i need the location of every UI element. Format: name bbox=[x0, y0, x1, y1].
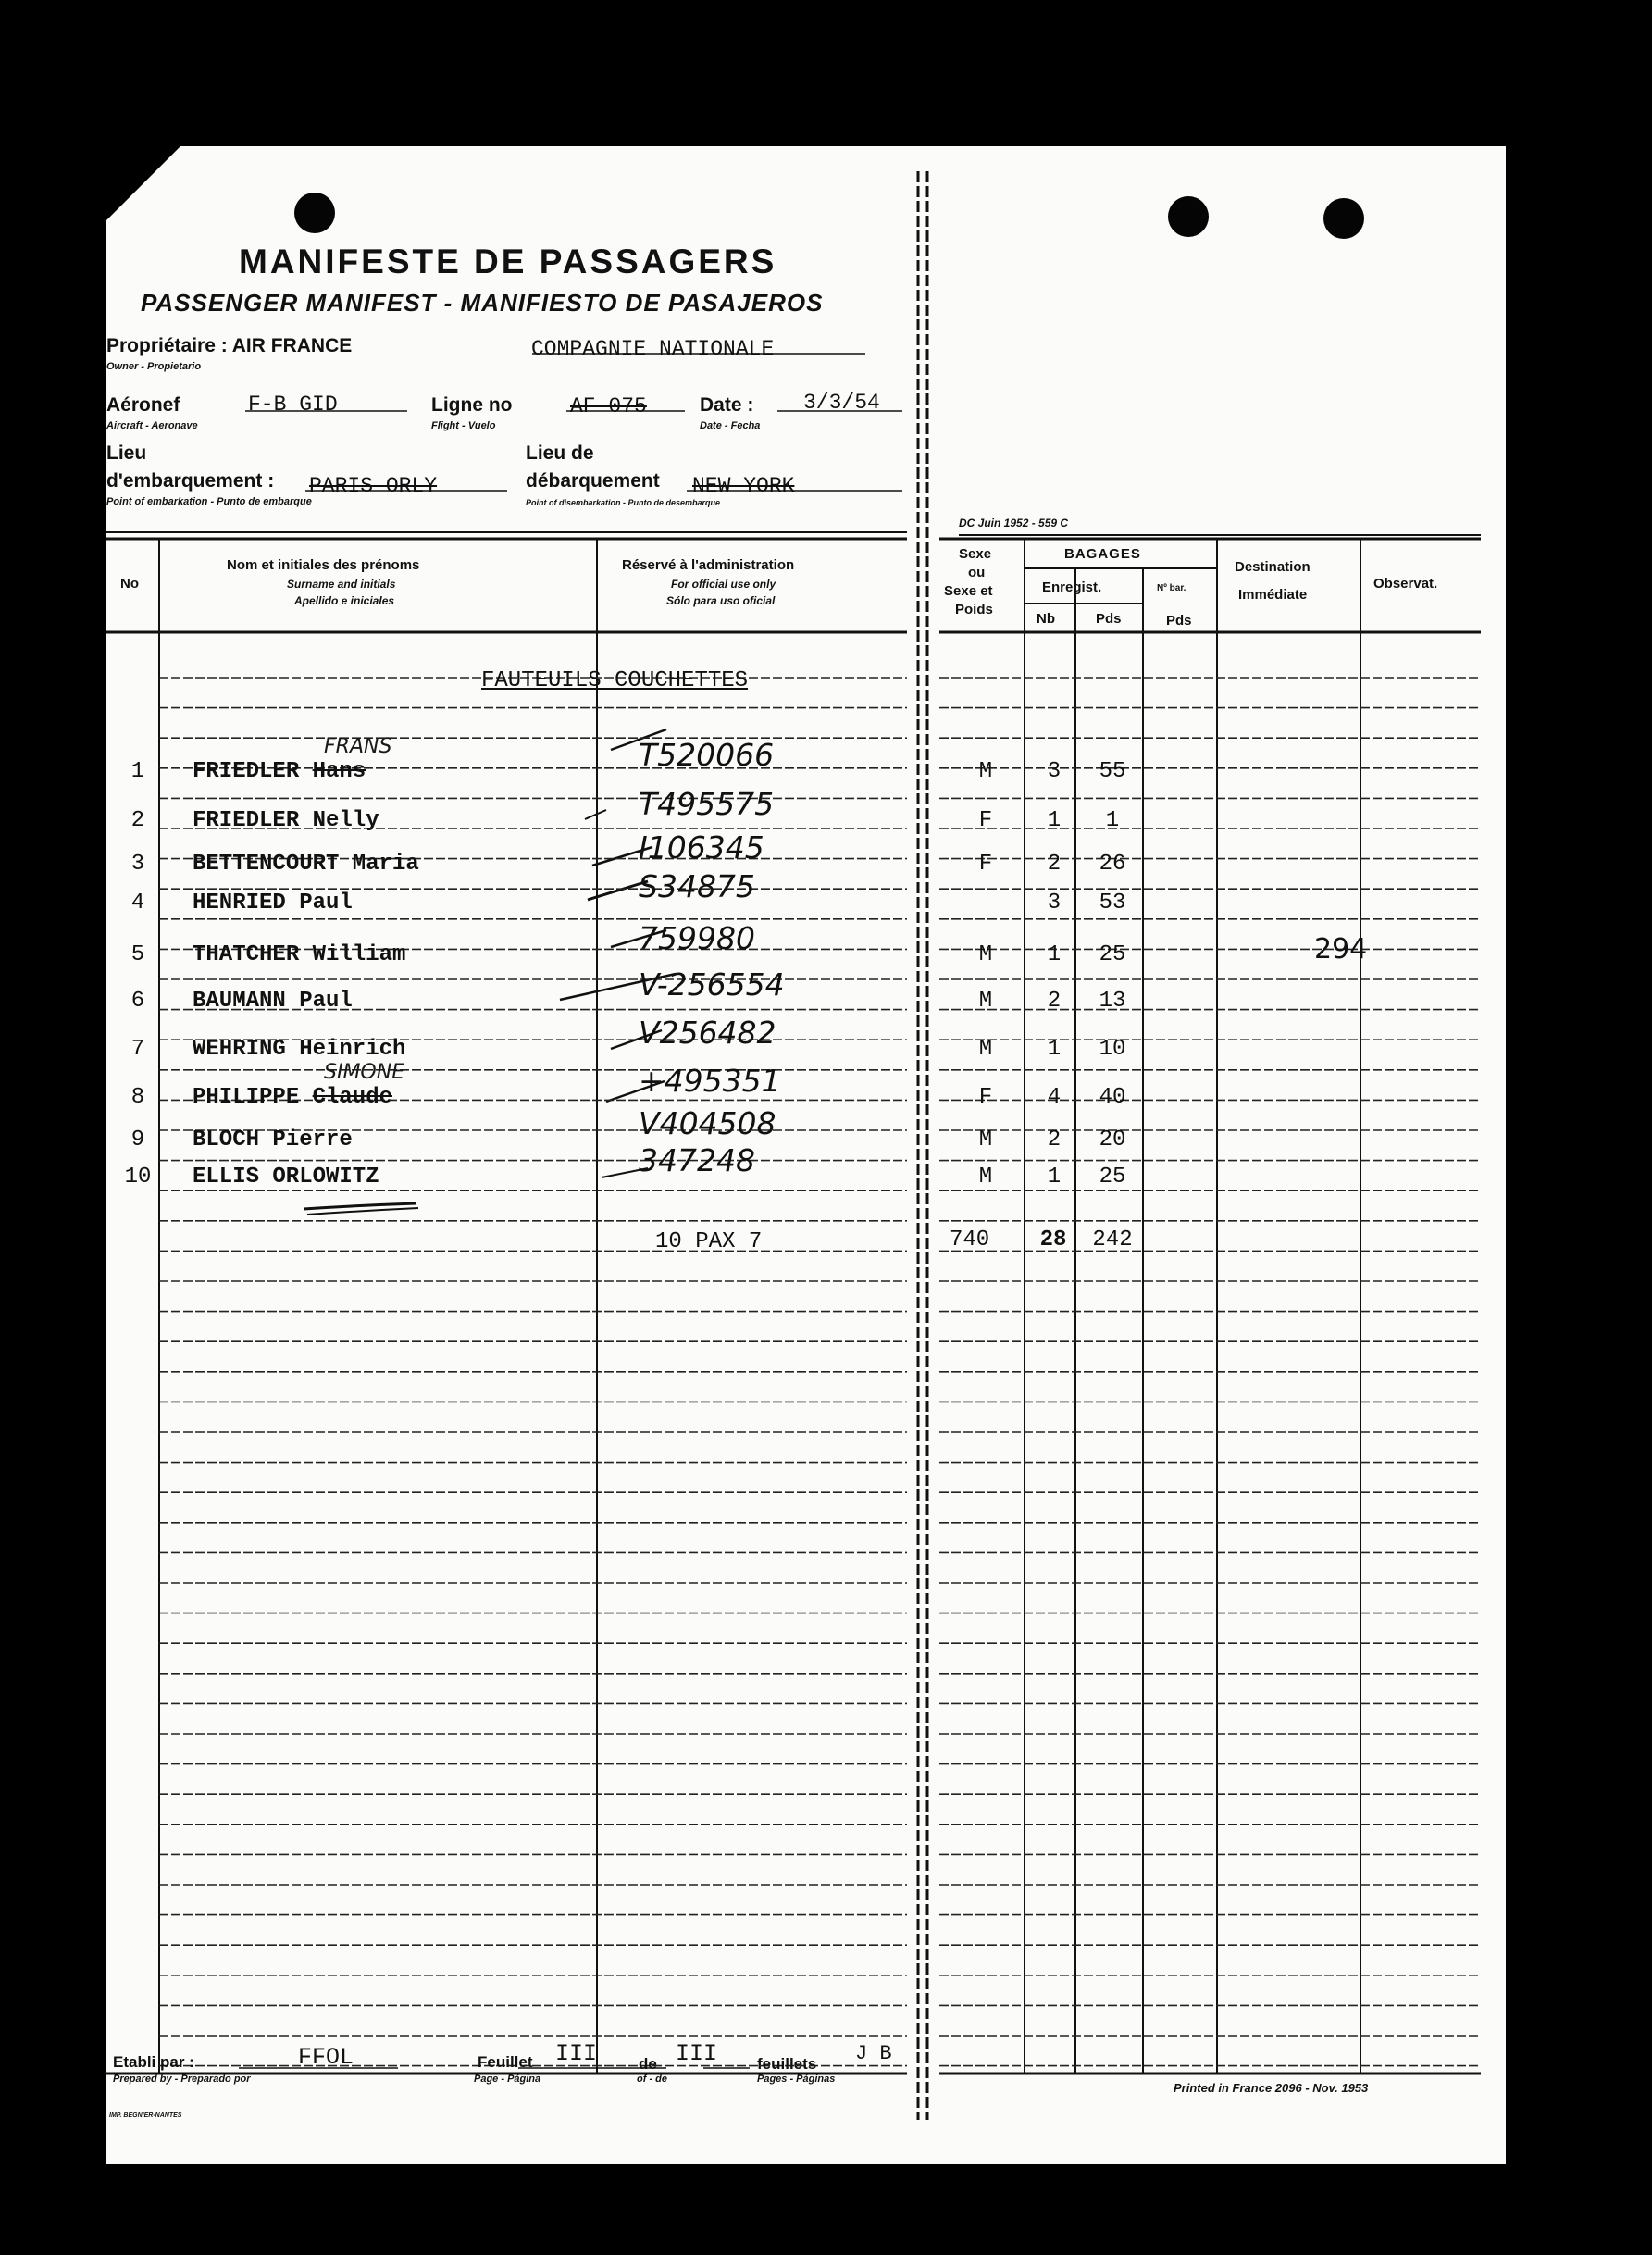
baggage-weight: 53 bbox=[1099, 891, 1126, 916]
passport-number: 759980 bbox=[639, 920, 755, 956]
col-dest-2: Immédiate bbox=[1238, 587, 1308, 603]
embark-value: PARIS ORLY bbox=[309, 474, 438, 498]
printed-in-france: Printed in France 2096 - Nov. 1953 bbox=[1174, 2081, 1369, 2095]
col-pds-header: Pds bbox=[1096, 611, 1122, 627]
initials: J B bbox=[855, 2042, 892, 2065]
col-pds2-header: Pds bbox=[1166, 613, 1192, 629]
passenger-surname: THATCHER bbox=[193, 942, 300, 967]
passenger-number: 2 bbox=[130, 808, 145, 833]
passenger-number: 1 bbox=[130, 759, 145, 784]
passenger-number: 4 bbox=[130, 891, 145, 916]
disembark-label-2: débarquement bbox=[526, 470, 660, 492]
col-sex-1: Sexe bbox=[959, 546, 992, 562]
etabli-sublabel: Prepared by - Preparado por bbox=[113, 2074, 251, 2085]
aircraft-sublabel: Aircraft - Aeronave bbox=[106, 420, 198, 431]
col-name-sub1: Surname and initials bbox=[287, 578, 396, 591]
passenger-sex: M bbox=[978, 1037, 993, 1062]
flight-sublabel: Flight - Vuelo bbox=[431, 420, 496, 431]
feuillet-sublabel: Page - Página bbox=[474, 2074, 541, 2085]
owner-label: Propriétaire : AIR FRANCE bbox=[106, 335, 353, 356]
passport-number: I106345 bbox=[639, 829, 764, 866]
disembark-sublabel: Point of disembarkation - Punto de desembarque bbox=[526, 498, 721, 507]
passenger-number: 7 bbox=[130, 1037, 145, 1062]
de-value: III bbox=[676, 2040, 718, 2067]
passenger-sex: M bbox=[978, 1165, 993, 1190]
owner-sublabel: Owner - Propietario bbox=[106, 361, 202, 372]
passenger-sex: F bbox=[978, 852, 993, 877]
baggage-count: 4 bbox=[1047, 1085, 1062, 1110]
passport-number: V-256554 bbox=[639, 966, 785, 1003]
passenger-firstname: Hans bbox=[312, 759, 366, 784]
passenger-firstname: Heinrich bbox=[299, 1037, 406, 1062]
passenger-firstname: William bbox=[312, 942, 406, 967]
col-name-sub2: Apellido e iniciales bbox=[294, 594, 395, 607]
col-bagages-header: BAGAGES bbox=[1064, 546, 1141, 562]
passenger-number: 10 bbox=[124, 1165, 152, 1190]
disembark-value: NEW YORK bbox=[692, 474, 795, 498]
feuillets-sublabel: Pages - Páginas bbox=[757, 2074, 836, 2085]
flight-value: AF 075 bbox=[570, 394, 647, 418]
baggage-weight: 10 bbox=[1099, 1037, 1126, 1062]
passenger-surname: ELLIS bbox=[193, 1165, 260, 1190]
section-title: FAUTEUILS COUCHETTES bbox=[481, 668, 749, 693]
passenger-firstname: ORLOWITZ bbox=[272, 1165, 379, 1190]
passenger-sex: M bbox=[978, 942, 993, 967]
passenger-firstname: Paul bbox=[299, 989, 353, 1014]
baggage-count: 2 bbox=[1047, 989, 1062, 1014]
total-sex: 740 bbox=[950, 1227, 990, 1252]
etabli-label: Etabli par : bbox=[113, 2053, 194, 2071]
baggage-weight: 20 bbox=[1099, 1128, 1126, 1152]
passenger-number: 9 bbox=[130, 1128, 145, 1152]
passenger-sex: M bbox=[978, 1128, 993, 1152]
col-no-header: No bbox=[120, 576, 139, 592]
baggage-weight: 55 bbox=[1099, 759, 1126, 784]
col-admin-header: Réservé à l'administration bbox=[622, 557, 795, 573]
col-admin-sub2: Sólo para uso oficial bbox=[666, 594, 776, 607]
de-sublabel: of - de bbox=[637, 2074, 667, 2085]
baggage-weight: 40 bbox=[1099, 1085, 1126, 1110]
passenger-sex: F bbox=[978, 808, 993, 833]
imprint: IMP. BEGNIER-NANTES bbox=[109, 2112, 182, 2119]
baggage-count: 3 bbox=[1047, 891, 1062, 916]
col-admin-sub1: For official use only bbox=[671, 578, 776, 591]
col-nrbar-header: Nº bar. bbox=[1157, 583, 1186, 593]
passenger-firstname: Claude bbox=[312, 1085, 393, 1110]
embark-sublabel: Point of embarkation - Punto de embarque bbox=[106, 496, 312, 507]
baggage-count: 1 bbox=[1047, 808, 1062, 833]
passport-number: T520066 bbox=[639, 737, 775, 773]
date-value: 3/3/54 bbox=[803, 391, 880, 415]
etabli-value: FFOL bbox=[298, 2044, 354, 2071]
passport-number: S34875 bbox=[639, 868, 755, 904]
passenger-surname: BAUMANN bbox=[193, 989, 286, 1014]
total-nb: 28 bbox=[1039, 1227, 1067, 1252]
manifest-subtitle: PASSENGER MANIFEST - MANIFIESTO DE PASAJEROS bbox=[141, 289, 824, 317]
disembark-label-1: Lieu de bbox=[526, 442, 594, 464]
passenger-surname: FRIEDLER bbox=[193, 759, 300, 784]
col-nb-header: Nb bbox=[1037, 611, 1055, 627]
passenger-name-correction: FRANS bbox=[324, 735, 392, 758]
passenger-number: 8 bbox=[130, 1085, 145, 1110]
passenger-name-correction: SIMONE bbox=[324, 1061, 405, 1084]
owner-value: COMPAGNIE NATIONALE bbox=[531, 337, 775, 361]
passenger-sex: F bbox=[978, 1085, 993, 1110]
passenger-number: 3 bbox=[130, 852, 145, 877]
col-observ-header: Observat. bbox=[1373, 576, 1438, 592]
baggage-count: 2 bbox=[1047, 1128, 1062, 1152]
passenger-firstname: Pierre bbox=[272, 1128, 353, 1152]
passenger-surname: BLOCH bbox=[193, 1128, 260, 1152]
passenger-surname: WEHRING bbox=[193, 1037, 286, 1062]
passenger-surname: BETTENCOURT bbox=[193, 852, 340, 877]
baggage-weight: 13 bbox=[1099, 989, 1126, 1014]
passenger-surname: PHILIPPE bbox=[193, 1085, 300, 1110]
aircraft-label: Aéronef bbox=[106, 394, 180, 416]
col-name-header: Nom et initiales des prénoms bbox=[227, 557, 420, 573]
baggage-count: 2 bbox=[1047, 852, 1062, 877]
aircraft-value: F-B GID bbox=[248, 392, 338, 417]
baggage-count: 1 bbox=[1047, 1037, 1062, 1062]
date-label: Date : bbox=[700, 394, 754, 416]
baggage-weight: 25 bbox=[1099, 1165, 1126, 1190]
total-pds: 242 bbox=[1092, 1227, 1133, 1252]
embark-label-2: d'embarquement : bbox=[106, 470, 275, 492]
embark-label-1: Lieu bbox=[106, 442, 147, 464]
passenger-surname: FRIEDLER bbox=[193, 808, 300, 833]
passenger-sex: M bbox=[978, 759, 993, 784]
de-label: de bbox=[639, 2055, 657, 2073]
col-sex-3: Sexe et bbox=[944, 583, 993, 599]
col-sex-4: Poids bbox=[955, 602, 993, 617]
col-enreg-header: Enregist. bbox=[1042, 579, 1102, 595]
passenger-sex: M bbox=[978, 989, 993, 1014]
feuillet-value: III bbox=[555, 2040, 598, 2067]
baggage-weight: 25 bbox=[1099, 942, 1126, 967]
passenger-number: 6 bbox=[130, 989, 145, 1014]
total-admin: 10 PAX 7 bbox=[655, 1229, 763, 1254]
passport-number: V256482 bbox=[639, 1015, 776, 1051]
baggage-count: 3 bbox=[1047, 759, 1062, 784]
passport-number: T495575 bbox=[639, 786, 775, 822]
manifest-title: MANIFESTE DE PASSAGERS bbox=[239, 243, 777, 280]
col-sex-2: ou bbox=[968, 565, 986, 580]
passenger-firstname: Maria bbox=[352, 852, 419, 877]
passport-number: +495351 bbox=[639, 1063, 781, 1099]
passenger-firstname: Paul bbox=[299, 891, 353, 916]
baggage-count: 1 bbox=[1047, 942, 1062, 967]
baggage-weight: 1 bbox=[1105, 808, 1120, 833]
feuillets-label: feuillets bbox=[757, 2055, 817, 2073]
immediate-destination: 294 bbox=[1314, 933, 1368, 966]
feuillet-label: Feuillet bbox=[478, 2053, 533, 2071]
passenger-firstname: Nelly bbox=[312, 808, 379, 833]
col-dest-1: Destination bbox=[1235, 559, 1310, 575]
passport-number: V404508 bbox=[639, 1105, 776, 1141]
date-sublabel: Date - Fecha bbox=[700, 420, 761, 431]
flight-label: Ligne no bbox=[431, 394, 513, 416]
passenger-surname: HENRIED bbox=[193, 891, 286, 916]
passenger-number: 5 bbox=[130, 942, 145, 967]
baggage-count: 1 bbox=[1047, 1165, 1062, 1190]
baggage-weight: 26 bbox=[1099, 852, 1126, 877]
passport-number: 347248 bbox=[639, 1142, 755, 1178]
form-code: DC Juin 1952 - 559 C bbox=[959, 517, 1069, 529]
